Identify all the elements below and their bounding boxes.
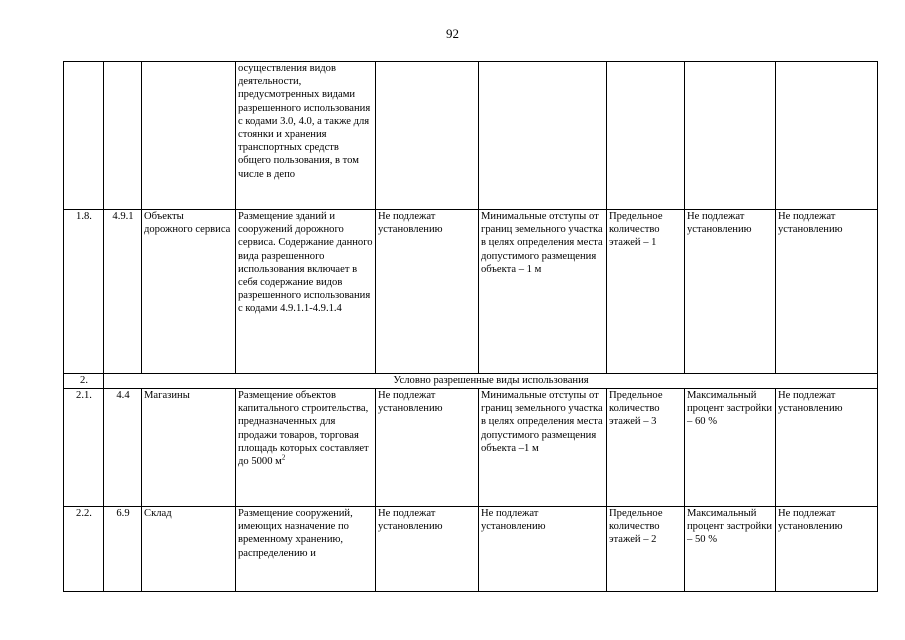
use-code-cell: 6.9: [104, 507, 142, 592]
table-row: [64, 507, 878, 592]
plot-size-cell: [376, 62, 479, 210]
coverage-cell: Максимальный процент застройки – 60 %: [685, 389, 776, 507]
use-name-cell: Объекты дорожного сервиса: [142, 210, 236, 374]
table-row: [64, 62, 878, 210]
use-name-cell: Магазины: [142, 389, 236, 507]
section-row: [64, 374, 878, 389]
floors-cell: Предельное количество этажей – 2: [607, 507, 685, 592]
use-code-cell: 4.4: [104, 389, 142, 507]
coverage-cell: Максимальный процент застройки – 50 %: [685, 507, 776, 592]
other-params-cell: Не подлежат установлению: [776, 507, 878, 592]
coverage-cell: [685, 62, 776, 210]
use-name-cell: Склад: [142, 507, 236, 592]
plot-size-cell: Не подлежат установлению: [376, 389, 479, 507]
description-text: Размещение объектов капитального строительства, предназначенных для продажи товаров, торговая площадь которых составляет до 5000 м: [238, 390, 369, 468]
use-code-cell: 4.9.1: [104, 210, 142, 374]
floors-cell: Предельное количество этажей – 3: [607, 389, 685, 507]
page-number: 92: [446, 26, 459, 41]
setback-cell: [479, 62, 607, 210]
section-number-cell: 2.: [64, 374, 104, 389]
setback-cell: Не подлежат установлению: [479, 507, 607, 592]
row-number-cell: 2.1.: [64, 389, 104, 507]
use-description-cell: [236, 389, 376, 507]
coverage-cell: Не подлежат установлению: [685, 210, 776, 374]
use-code-cell: [104, 62, 142, 210]
row-number-cell: 1.8.: [64, 210, 104, 374]
other-params-cell: Не подлежат установлению: [776, 389, 878, 507]
table-row: [64, 210, 878, 374]
floors-cell: [607, 62, 685, 210]
use-description-cell: Размещение сооружений, имеющих назначение по временному хранению, распределению и: [236, 507, 376, 592]
superscript: 2: [281, 453, 286, 462]
use-description-cell: осуществления видов деятельности, предусмотренных видами разрешенного использования с кодами 3.0, 4.0, а также для стоянки и хранения транспортных средств общего пользования, в том числе в депо: [236, 62, 376, 210]
use-name-cell: [142, 62, 236, 210]
plot-size-cell: Не подлежат установлению: [376, 507, 479, 592]
other-params-cell: [776, 62, 878, 210]
use-description-cell: Размещение зданий и сооружений дорожного сервиса. Содержание данного вида разрешенного использования включает в себя содержание видов разрешенного использования с кодами 4.9.1.1-4.9.1.4: [236, 210, 376, 374]
table-row: [64, 389, 878, 507]
zoning-regulations-table: [63, 61, 878, 592]
section-title: Условно разрешенные виды использования: [104, 374, 878, 389]
setback-cell: Минимальные отступы от границ земельного участка в целях определения места допустимого размещения объекта – 1 м: [479, 210, 607, 374]
row-number-cell: 2.2.: [64, 507, 104, 592]
setback-cell: Минимальные отступы от границ земельного участка в целях определения места допустимого размещения объекта –1 м: [479, 389, 607, 507]
plot-size-cell: Не подлежат установлению: [376, 210, 479, 374]
floors-cell: Предельное количество этажей – 1: [607, 210, 685, 374]
other-params-cell: Не подлежат установлению: [776, 210, 878, 374]
row-number-cell: [64, 62, 104, 210]
